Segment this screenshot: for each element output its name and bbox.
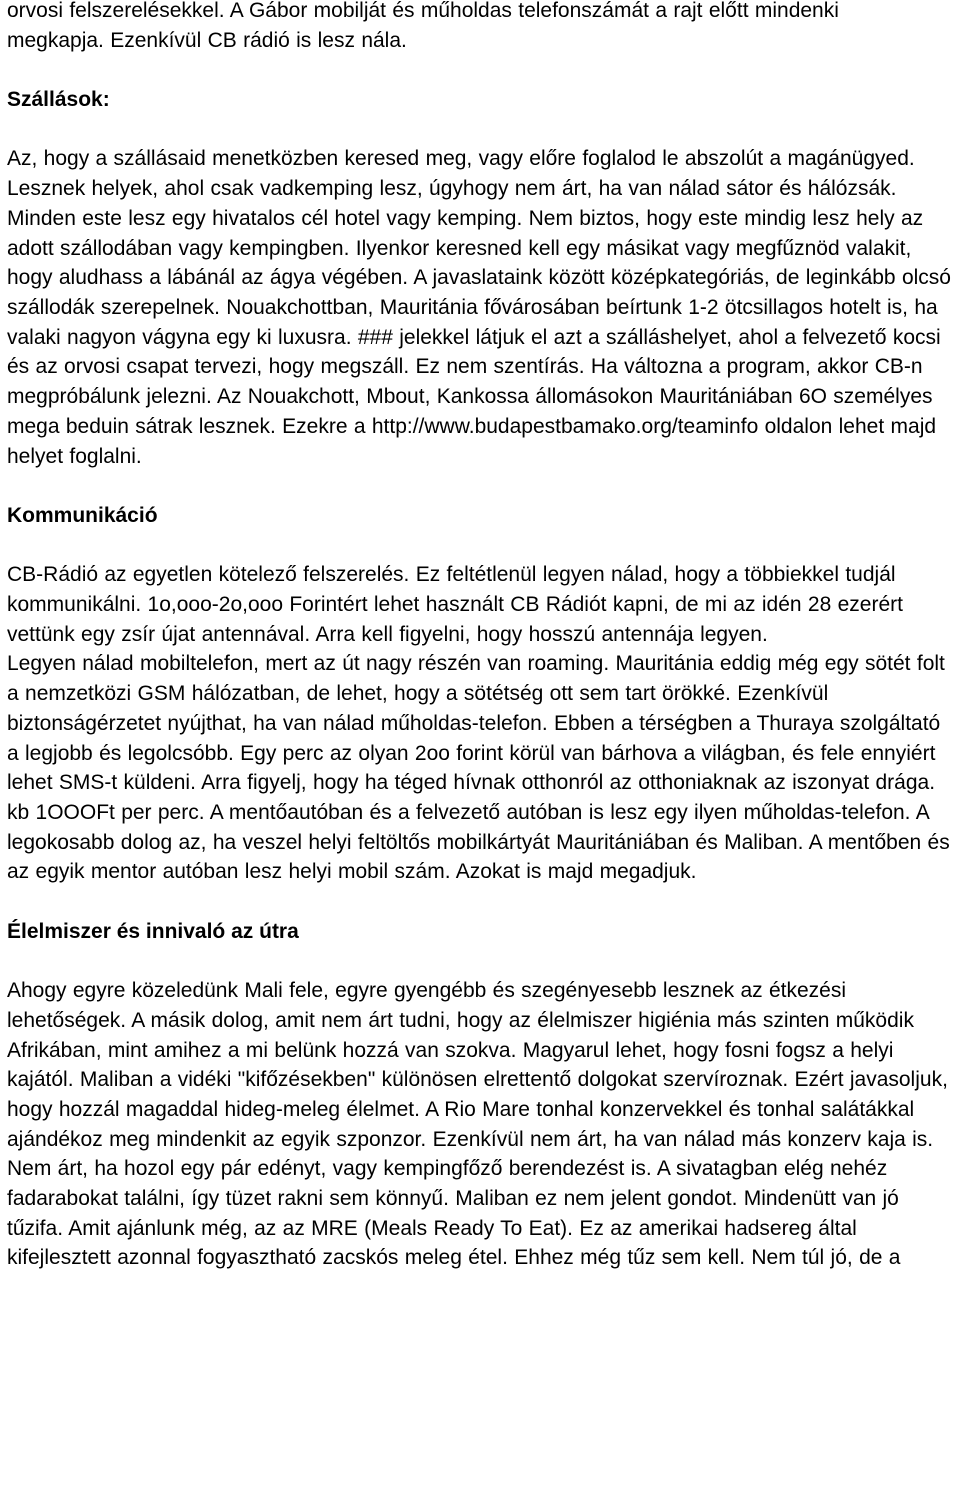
intro-paragraph: orvosi felszerelésekkel. A Gábor mobilját és műholdas telefonszámát a rajt előtt mindenki megkapja. Ezenkívül CB rádió is lesz nála. bbox=[7, 0, 839, 52]
accommodation-paragraph: Az, hogy a szállásaid menetközben keresed meg, vagy előre foglalod le abszolút a magánügyed. Lesznek helyek, ahol csak vadkemping lesz, úgyhogy nem árt, ha van nálad sátor és hálózsák. Minden este lesz egy hivatalos cél hotel vagy kemping. Nem biztos, hogy este mindig lesz hely az adott szállodában vagy kempingben. Ilyenkor keresned kell egy másikat vagy megfűznöd valakit, hogy aludhass a lábánál az ágya végében. A javaslataink között középkategóriás, de leginkább olcsó szállodák szerepelnek. Nouakchottban, Mauritánia fővárosában beírtunk 1-2 ötcsillagos hotelt is, ha valaki nagyon vágyna egy ki luxusra. ### jelekkel látjuk el azt a szálláshelyet, ahol a felvezető kocsi és az orvosi csapat tervezi, hogy megszáll. Ez nem szentírás. Ha változna a program, akkor CB-n megpróbálunk jelezni. Az Nouakchott, Mbout, Kankossa állomásokon Mauritániában 6O személyes mega beduin sátrak lesznek. Ezekre a http://www.budapestbamako.org/teaminfo oldalon lehet majd helyet foglalni. bbox=[7, 147, 951, 468]
food-paragraph: Ahogy egyre közeledünk Mali fele, egyre gyengébb és szegényesebb lesznek az étkezési lehetőségek. A másik dolog, amit nem árt tudni, hogy az élelmiszer higiénia más szinten működik Afrikában, mint amihez a mi belünk hozzá van szokva. Magyarul lehet, hogy fosni fogsz a helyi kajától. Maliban a vidéki "kifőzésekben" különösen elrettentő dolgokat szervíroznak. Ezért javasoljuk, hogy hozzál magaddal hideg-meleg élelmet. A Rio Mare tonhal konzervekkel és tonhal salátákkal ajándékoz meg mindenkit az egyik szponzor. Ezenkívül nem árt, ha van nálad más konzerv kaja is. Nem árt, ha hozol egy pár edényt, vagy kempingfőző berendezést is. A sivatagban elég nehéz fadarabokat találni, így tüzet rakni sem könnyű. Maliban ez nem jelent gondot. Mindenütt van jó tűzifa. Amit ajánlunk még, az az MRE (Meals Ready To Eat). Ez az amerikai hadsereg által kifejlesztett azonnal fogyasztható zacskós meleg étel. Ehhez még tűz sem kell. Nem túl jó, de a bbox=[7, 979, 948, 1270]
spacer bbox=[7, 887, 958, 917]
section-heading-communication: Kommunikáció bbox=[7, 503, 158, 527]
spacer bbox=[7, 531, 958, 561]
spacer bbox=[7, 55, 958, 85]
spacer bbox=[7, 471, 958, 501]
section-heading-accommodation: Szállások: bbox=[7, 88, 110, 112]
spacer bbox=[7, 946, 958, 976]
section-heading-food: Élelmiszer és innivaló az útra bbox=[7, 919, 299, 943]
document-page bbox=[7, 0, 958, 1273]
communication-paragraph-cb: CB-Rádió az egyetlen kötelező felszerelés. Ez feltétlenül legyen nálad, hogy a többiekkel tudjál kommunikálni. 1o,ooo-2o,ooo Forintért lehet használt CB Rádiót kapni, de mi az idén 28 ezerért vettünk egy zsír újat antennával. Arra kell figyelni, hogy hosszú antennája legyen. bbox=[7, 563, 903, 646]
spacer bbox=[7, 115, 958, 145]
communication-paragraph-mobile: Legyen nálad mobiltelefon, mert az út nagy részén van roaming. Mauritánia eddig még egy sötét folt a nemzetközi GSM hálózatban, de lehet, hogy a sötétség ott sem tart örökké. Ezenkívül biztonságérzetet nyújthat, ha van nálad műholdas-telefon. Ebben a térségben a Thuraya szolgáltató a legjobb és legolcsóbb. Egy perc az olyan 2oo forint körül van bárhova a világban, és fele ennyiért lehet SMS-t küldeni. Arra figyelj, hogy ha téged hívnak otthonról az otthoniaknak az iszonyat drága. kb 1OOOFt per perc. A mentőautóban és a felvezető autóban is lesz egy ilyen műholdas-telefon. A legokosabb dolog az, ha veszel helyi feltöltős mobilkártyát Mauritániában és Maliban. A mentőben és az egyik mentor autóban lesz helyi mobil szám. Azokat is majd megadjuk. bbox=[7, 652, 950, 884]
